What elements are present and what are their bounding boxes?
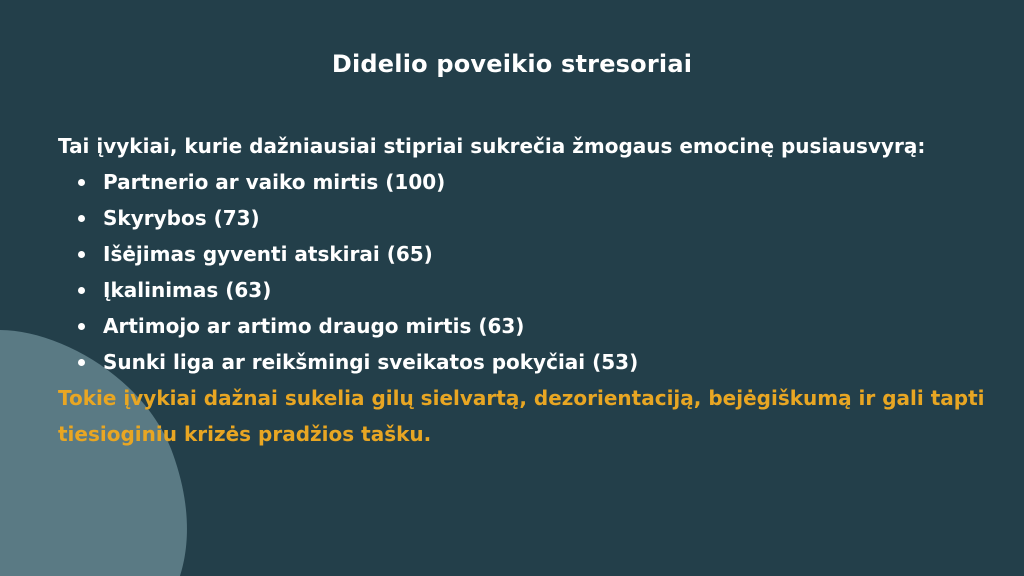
- list-item: [58, 344, 988, 380]
- list-item-label: Išėjimas gyventi atskirai (65): [103, 242, 433, 266]
- list-item-label: Sunki liga ar reikšmingi sveikatos pokyčiai (53): [103, 350, 639, 374]
- bullet-icon: [78, 287, 85, 294]
- bullet-icon: [78, 215, 85, 222]
- list-item: [58, 164, 988, 200]
- list-item-label: Skyrybos (73): [103, 206, 260, 230]
- list-item: [58, 308, 988, 344]
- slide-content: [58, 128, 988, 452]
- list-item-label: Partnerio ar vaiko mirtis (100): [103, 170, 446, 194]
- slide-title: Didelio poveikio stresoriai: [331, 50, 693, 78]
- stressor-list: [58, 164, 988, 380]
- conclusion-text: Tokie įvykiai dažnai sukelia gilų sielvartą, dezorientaciją, bejėgiškumą ir gali tapti tiesioginiu krizės pradžios tašku.: [58, 386, 985, 446]
- list-item: [58, 272, 988, 308]
- list-item: [58, 236, 988, 272]
- bullet-icon: [78, 359, 85, 366]
- bullet-icon: [78, 251, 85, 258]
- list-item-label: Artimojo ar artimo draugo mirtis (63): [103, 314, 525, 338]
- list-item: [58, 200, 988, 236]
- list-item-label: Įkalinimas (63): [103, 278, 272, 302]
- bullet-icon: [78, 323, 85, 330]
- bullet-icon: [78, 179, 85, 186]
- intro-text: Tai įvykiai, kurie dažniausiai stipriai sukrečia žmogaus emocinę pusiausvyrą:: [58, 134, 926, 158]
